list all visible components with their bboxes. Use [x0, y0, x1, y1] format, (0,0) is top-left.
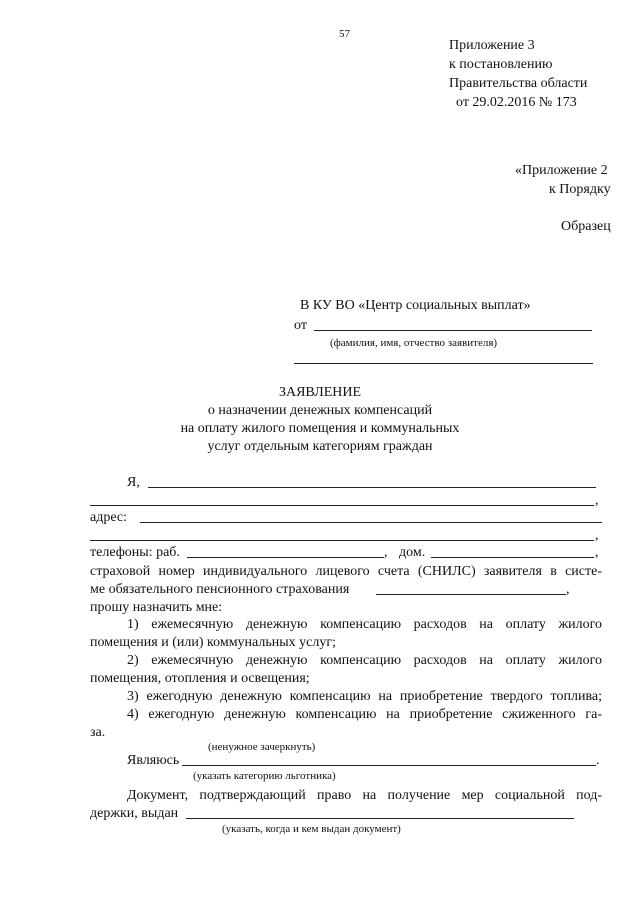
appendix-3-line-1: Приложение 3: [449, 38, 535, 53]
address-field[interactable]: [140, 522, 602, 523]
item-4-line-1: 4) ежегодную денежную компенсацию на приобретение сжиженного га-: [127, 707, 602, 722]
document-line-1: Документ, подтверждающий право на получение мер социальной под-: [127, 788, 602, 803]
document-hint: (указать, когда и кем выдан документ): [222, 823, 401, 835]
document-issued-field[interactable]: [186, 818, 574, 819]
appendix-2-line-2: к Порядку: [549, 182, 611, 197]
am-label: Являюсь: [127, 753, 180, 768]
applicant-name-field[interactable]: [314, 330, 592, 331]
title-line-3: на оплату жилого помещения и коммунальных: [180, 421, 460, 436]
applicant-fullname-field-2[interactable]: [90, 505, 594, 506]
item-2-line-1: 2) ежемесячную денежную компенсацию расходов на оплату жилого: [127, 653, 602, 668]
comma-3: ,: [384, 545, 388, 560]
category-field[interactable]: [182, 765, 596, 766]
addressee-to: В КУ ВО «Центр социальных выплат»: [300, 298, 531, 313]
phones-home-label: дом.: [399, 545, 426, 560]
title-line-2: о назначении денежных компенсаций: [207, 403, 433, 418]
home-phone-field[interactable]: [431, 557, 594, 558]
period-1: .: [596, 753, 600, 768]
addressee-from-label: от: [294, 318, 307, 333]
item-1-line-2: помещения и (или) коммунальных услуг;: [90, 635, 336, 650]
applicant-name-field-2[interactable]: [294, 363, 593, 364]
address-label: адрес:: [90, 510, 128, 525]
appendix-3-line-2: к постановлению: [449, 57, 553, 72]
snils-field[interactable]: [376, 594, 566, 595]
item-1-line-1: 1) ежемесячную денежную компенсацию расходов на оплату жилого: [127, 617, 602, 632]
work-phone-field[interactable]: [187, 557, 384, 558]
title-line-1: ЗАЯВЛЕНИЕ: [278, 385, 362, 400]
comma-4: ,: [595, 545, 599, 560]
category-hint: (указать категорию льготника): [193, 770, 336, 782]
fio-hint: (фамилия, имя, отчество заявителя): [330, 337, 498, 349]
appendix-3-line-3: Правительства области: [449, 76, 588, 91]
i-label: Я,: [127, 475, 140, 490]
snils-line-1: страховой номер индивидуального лицевого счета (СНИЛС) заявителя в систе-: [90, 564, 602, 579]
comma-5: ,: [566, 582, 570, 597]
document-line-2: держки, выдан: [90, 806, 179, 821]
address-field-2[interactable]: [90, 540, 594, 541]
item-3: 3) ежегодную денежную компенсацию на приобретение твердого топлива;: [127, 689, 602, 704]
sample-label: Образец: [561, 219, 611, 234]
strike-hint: (ненужное зачеркнуть): [208, 741, 316, 753]
snils-line-2: ме обязательного пенсионного страхования: [90, 582, 350, 597]
appendix-3-line-4: от 29.02.2016 № 173: [456, 95, 577, 110]
title-line-4: услуг отдельным категориям граждан: [207, 439, 433, 454]
applicant-fullname-field[interactable]: [148, 487, 596, 488]
request-label: прошу назначить мне:: [90, 600, 223, 615]
comma-2: ,: [595, 528, 599, 543]
appendix-2-line-1: «Приложение 2: [515, 163, 608, 178]
phones-work-label: телефоны: раб.: [90, 545, 180, 560]
comma-1: ,: [595, 493, 599, 508]
page-number: 57: [339, 28, 350, 40]
item-2-line-2: помещения, отопления и освещения;: [90, 671, 310, 686]
item-4-line-2: за.: [90, 725, 106, 740]
